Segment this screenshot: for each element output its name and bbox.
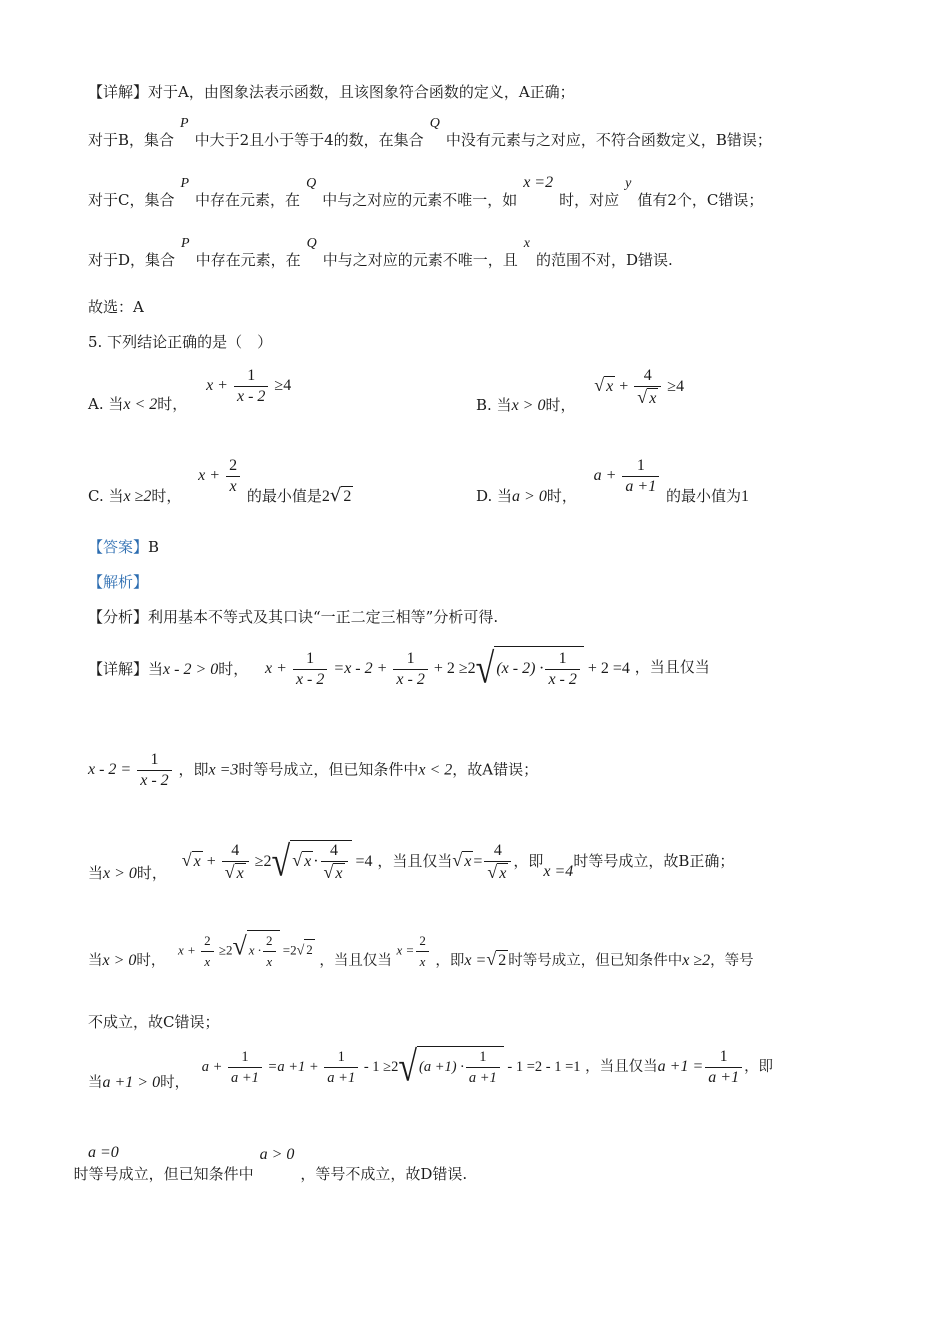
choice-line: 故选：A (88, 298, 144, 316)
option-a: A. 当x < 2时， x + $\frac{1}{x - 2}$ ≥4 (88, 367, 292, 413)
analysis-line: 【分析】利用基本不等式及其口诀“一正二定三相等”分析可得. (88, 608, 499, 626)
solution-b-line: 当x > 0时， √ x + $\frac{4}{√ x}$ ≥2√ √ x · $\frac{4}{√ x}$ =4 ，当且仅当√ x = $\frac{4}{√ x}$ ，即x =4时等号成立，故B正确； (88, 838, 735, 885)
solution-a-formula: x + $\frac{1}{x - 2}$ =x - 2 + $\frac{1}{x - 2}$ + 2 ≥2√ (x - 2) · $\frac{1}{x - 2}$ + 2 =4 (265, 645, 630, 692)
option-c-formula: x + $\frac{2}{x}$ (198, 456, 242, 497)
option-d-formula: a + $\frac{1}{a +1}$ (594, 456, 662, 497)
option-d: D. 当a > 0时， a + $\frac{1}{a +1}$ 的最小值为1 (476, 457, 750, 505)
option-c: C. 当x ≥2时， x + $\frac{2}{x}$ 的最小值是2√ 2 (88, 457, 352, 506)
solution-a-condition: x - 2 = $\frac{1}{x - 2}$ (88, 750, 174, 791)
answer-line: 【答案】B (88, 538, 160, 556)
detail-line-d: 对于D，集合P中存在元素，在Q中与之对应的元素不唯一，且x的范围不对，D错误. (88, 236, 673, 269)
solution-d-line1: 当a +1 > 0时， a + $\frac{1}{a +1}$ =a +1 + $\frac{1}{a +1}$ - 1 ≥2√ (a +1) · $\frac{1}{a +1}$ - 1 =2 - 1 =1 ，当且仅当a +1 = $\frac{1}{a +1}$ ，即 (88, 1043, 774, 1091)
detail-line-c: 对于C，集合P中存在元素，在Q中与之对应的元素不唯一，如x =2时，对应y值有2个，C错误； (88, 174, 764, 209)
solution-a-line2: x - 2 = $\frac{1}{x - 2}$ ，即x =3时等号成立，但已知条件中x < 2，故A错误； (88, 751, 539, 789)
option-b-formula: √ x + $\frac{4}{√ x}$ ≥4 (594, 367, 685, 407)
question-stem: 5. 下列结论正确的是（ ） (88, 333, 273, 351)
solution-d-line2: a =0 时等号成立，但已知条件中a > 0，等号不成立，故D错误. (73, 1144, 468, 1183)
detail-line-b: 对于B，集合P中大于2且小于等于4的数，在集合Q中没有元素与之对应，不符合函数定义，B错误； (88, 116, 772, 149)
analysis-label: 【解析】 (88, 573, 149, 591)
solution-d-formula: a + $\frac{1}{a +1}$ =a +1 + $\frac{1}{a +1}$ - 1 ≥2√ (a +1) · $\frac{1}{a +1}$ - 1 =2 - 1 =1 (201, 1043, 581, 1090)
solution-c-line1: 当x > 0时， x + $\frac{2}{x}$ ≥2√ x · $\frac{2}{x}$ =2√ 2 ，当且仅当 x = $\frac{2}{x}$ ，即x =√ 2 时等号成立，但已知条件中x ≥2，等号 (88, 930, 754, 980)
solution-a-line1: 【详解】当x - 2 > 0时， x + $\frac{1}{x - 2}$ =x - 2 + $\frac{1}{x - 2}$ + 2 ≥2√ (x - 2) · $\frac{1}{x - 2}$ + 2 =4 ，当且仅当 (88, 645, 710, 692)
option-a-formula: x + $\frac{1}{x - 2}$ ≥4 (206, 367, 292, 405)
solution-c-formula: x + $\frac{2}{x}$ ≥2√ x · $\frac{2}{x}$ =2√ 2 (178, 930, 315, 972)
solution-c-line2: 不成立，故C错误； (88, 1013, 220, 1031)
solution-b-formula: √ x + $\frac{4}{√ x}$ ≥2√ √ x · $\frac{4}{√ x}$ =4 (181, 838, 373, 885)
option-b: B. 当x > 0时， √ x + $\frac{4}{√ x}$ ≥4 (476, 367, 685, 414)
detail-line-a: 【详解】对于A，由图象法表示函数，且该图象符合函数的定义，A正确； (88, 83, 575, 101)
